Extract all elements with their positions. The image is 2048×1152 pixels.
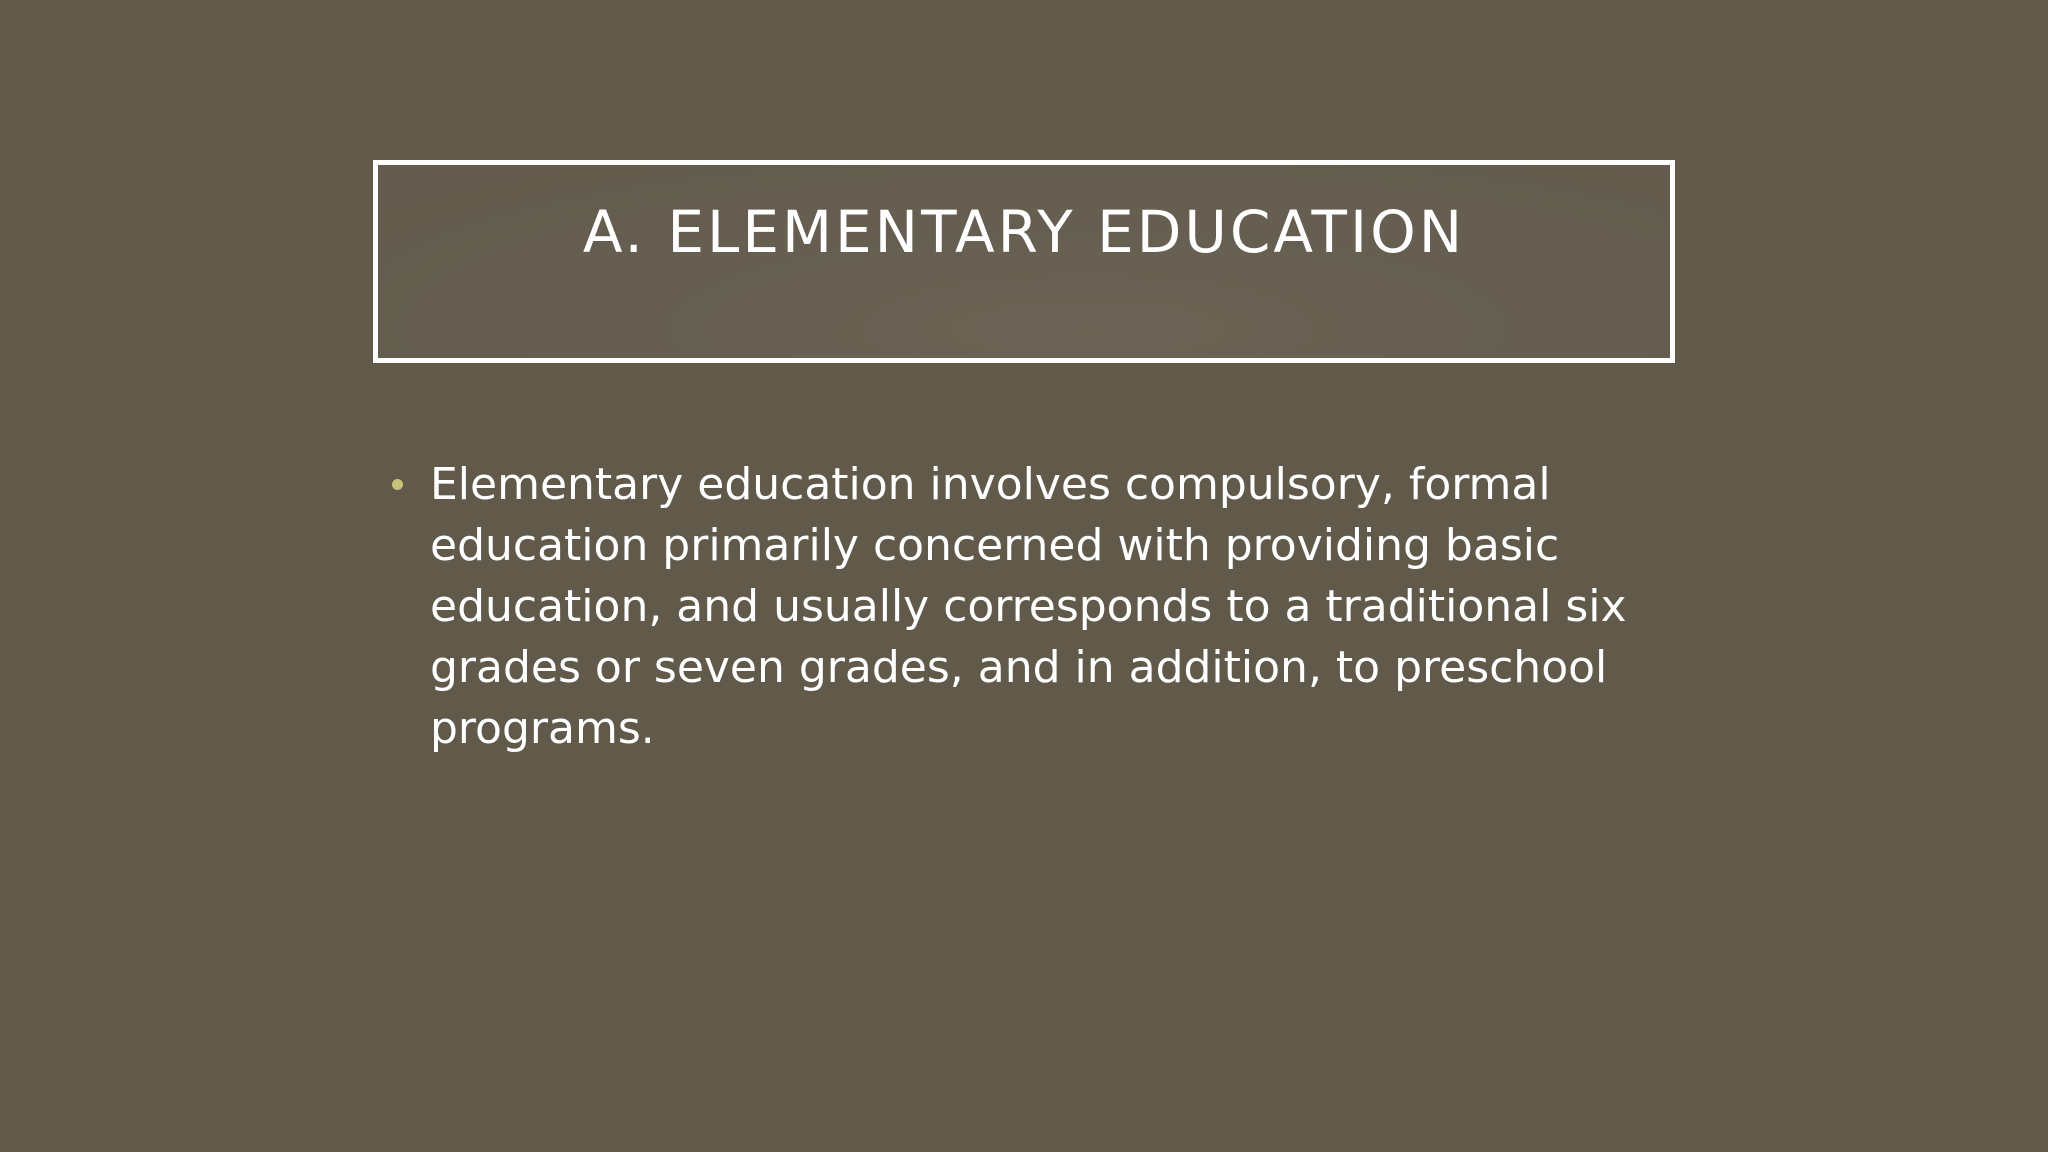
bullet-line: Elementary education involves compulsory, formal: [430, 459, 1551, 510]
title-box: [373, 160, 1675, 363]
bullet-line: education, and usually corresponds to a traditional six: [430, 581, 1627, 632]
bullet-line: education primarily concerned with providing basic: [430, 520, 1560, 571]
bullet-line: programs.: [430, 703, 655, 754]
bullet-line: grades or seven grades, and in addition, to preschool: [430, 642, 1608, 693]
slide-title: A. ELEMENTARY EDUCATION: [582, 198, 1466, 266]
bullet-dot-icon: [392, 479, 403, 490]
bullet-item: [388, 454, 1688, 759]
slide-body: [388, 454, 1688, 759]
